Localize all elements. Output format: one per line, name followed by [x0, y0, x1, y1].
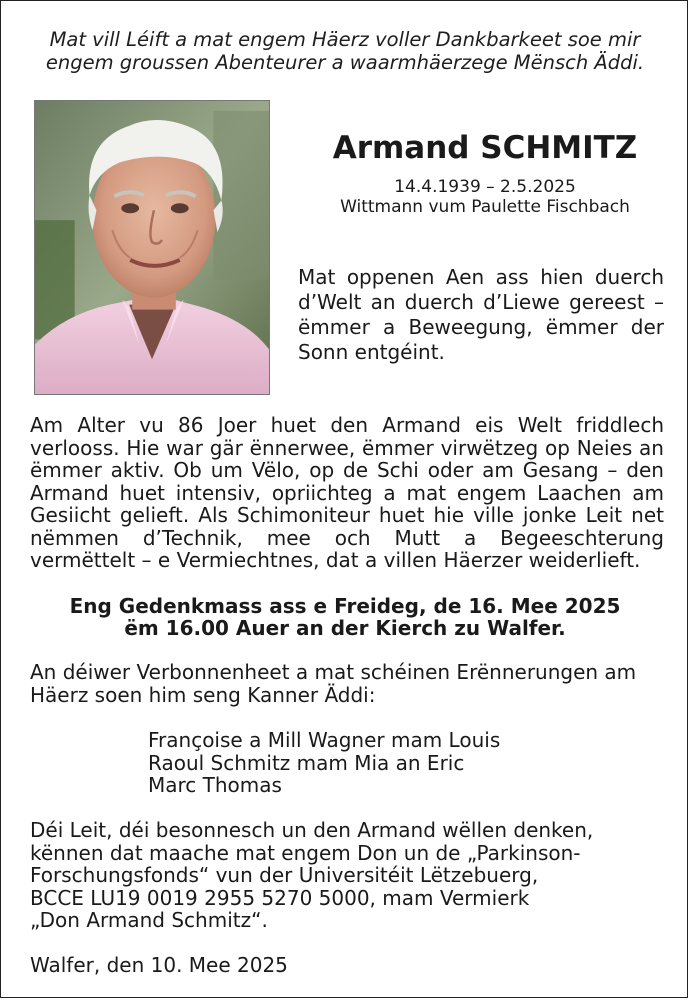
motto-line-2: engem groussen Abenteurer a waarmhäerzege Mënsch Äddi. [45, 51, 645, 74]
deceased-name: Armand SCHMITZ [332, 130, 638, 166]
child-entry: Marc Thomas [148, 773, 282, 797]
child-entry: Raoul Schmitz mam Mia an Eric [148, 750, 465, 775]
quote-text: Mat oppenen Aen ass hien duerch d’Welt an duerch d’Liewe gereest – ëmmer a Beweegung, ëmmer der Sonn entgéint. [298, 265, 664, 364]
donation-line: BCCE LU19 0019 2955 5270 5000, mam Vermierk [30, 885, 530, 910]
main-paragraph: Am Alter vu 86 Joer huet den Armand eis Welt friddlech verlooss. Hie war gär ënnerwee, ëmmer virwëtzeg op Neies an ëmmer aktiv. Ob um Vëlo, op de Schi oder am Gesang – den Armand huet intensiv, opriichteg a mat engem Laachen am Gesiicht gelieft. Als Schimoniteur huet hie ville jonke Leit net nëmmen d’Technik, mee och Mutt a Begeeschterung vermëttelt – e Vermiechtnes, dat a villen Häerzer weiderlieft. [30, 413, 664, 572]
donation-line: „Don Armand Schmitz“. [30, 908, 268, 932]
donation-line: Déi Leit, déi besonnesch un den Armand wëllen denken, [30, 818, 594, 842]
child-entry: Françoise a Mill Wagner mam Louis [148, 728, 501, 752]
mass-announcement-line-1: Eng Gedenkmass ass e Freideg, de 16. Mee 2025 [69, 594, 621, 618]
portrait-photo-icon [35, 101, 269, 394]
motto-line-1: Mat vill Léift a mat engem Häerz voller Dankbarkeet soe mir [49, 28, 641, 51]
place-date: Walfer, den 10. Mee 2025 [30, 953, 288, 977]
children-list [148, 729, 500, 797]
portrait-photo [34, 100, 270, 395]
thanks-paragraph: An déiwer Verbonnenheet a mat schéinen Erënnerungen am Häerz soen him seng Kanner Äddi: [30, 660, 637, 707]
mass-announcement-line-2: ëm 16.00 Auer an der Kierch zu Walfer. [124, 616, 566, 640]
donation-line: kënnen dat maache mat engem Don un de „Parkinson- [30, 840, 581, 865]
donation-paragraph [30, 819, 664, 932]
life-dates: 14.4.1939 – 2.5.2025 [394, 177, 576, 197]
donation-line: Forschungsfonds“ vun der Universitéit Lëtzebuerg, [30, 863, 539, 887]
spouse-line: Wittmann vum Paulette Fischbach [340, 197, 630, 217]
